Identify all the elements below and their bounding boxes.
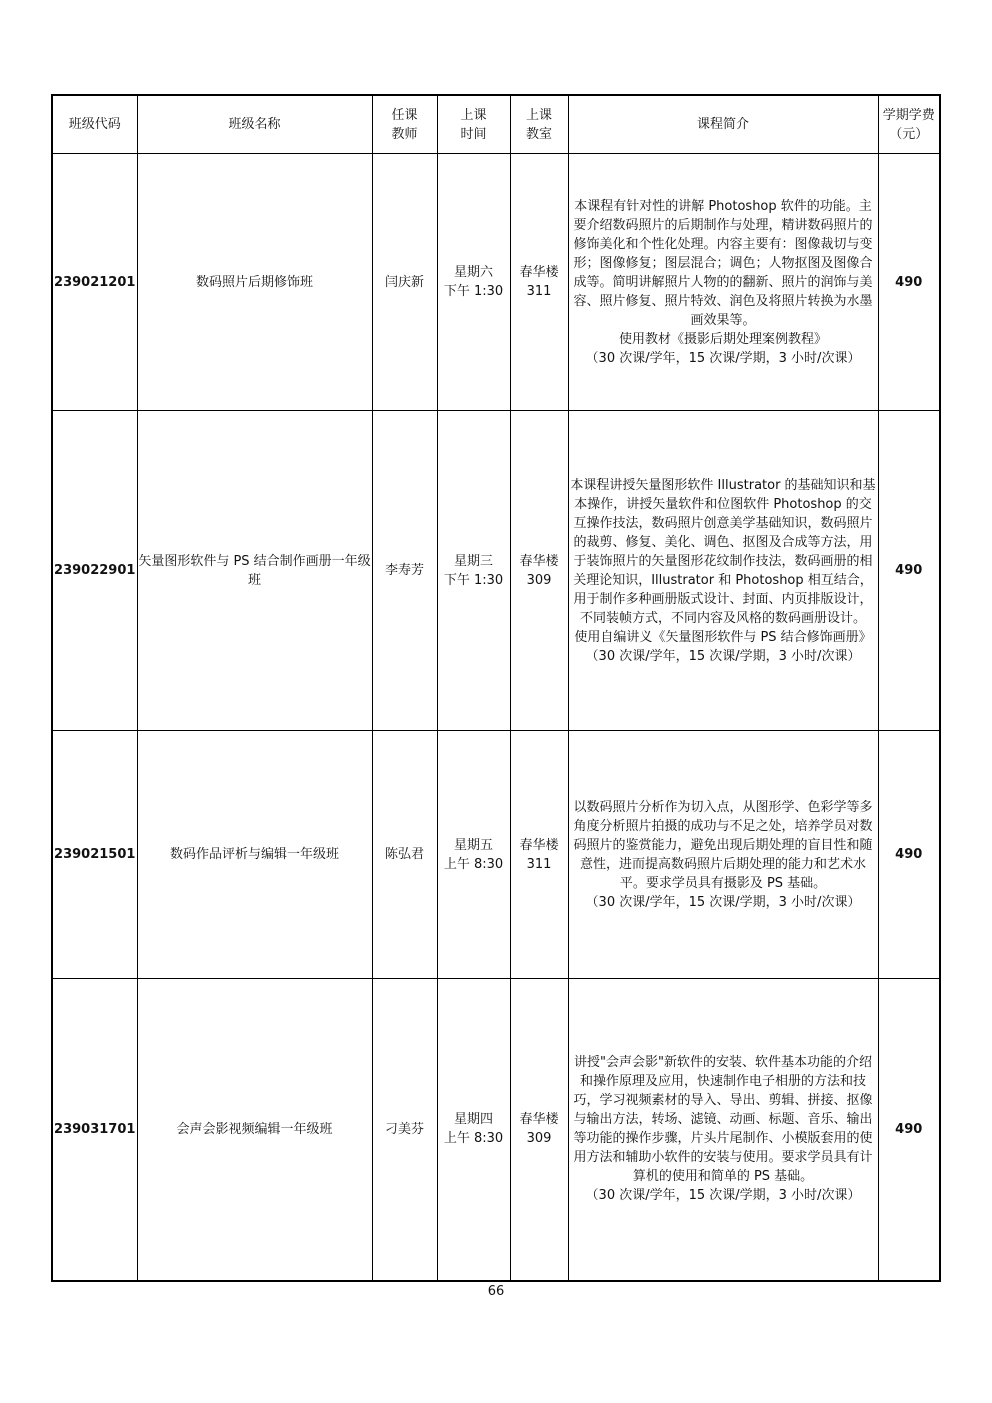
class-time: 星期五 上午 8:30	[437, 731, 510, 979]
class-name: 数码作品评析与编辑一年级班	[137, 731, 372, 979]
description-text: 讲授"会声会影"新软件的安装、软件基本功能的介绍和操作原理及应用，快速制作电子相册的方法和技巧，学习视频素材的导入、导出、剪辑、拼接、抠像与输出方法，转场、滤镜、动画、标题、音乐、输出等功能的操作步骤，片头片尾制作、小模版套用的使用方法和辅助小软件的安装与使用。要求学员具有计算机的使用和简单的 PS 基础。	[573, 1055, 873, 1185]
class-name: 会声会影视频编辑一年级班	[137, 979, 372, 1281]
course-description	[568, 731, 878, 979]
classroom: 春华楼 311	[510, 154, 568, 411]
session-info: （30 次课/学年，15 次课/学期，3 小时/次课）	[585, 648, 861, 664]
session-info: （30 次课/学年，15 次课/学期，3 小时/次课）	[585, 894, 861, 910]
course-description	[568, 154, 878, 411]
course-schedule-table	[51, 94, 941, 1282]
textbook-note: 使用教材《摄影后期处理案例教程》	[618, 331, 827, 347]
classroom: 春华楼 309	[510, 979, 568, 1281]
header-class-name: 班级名称	[137, 95, 372, 154]
description-text: 以数码照片分析作为切入点，从图形学、色彩学等多角度分析照片拍摄的成功与不足之处，培养学员对数码照片的鉴赏能力，避免出现后期处理的盲目性和随意性，进而提高数码照片后期处理的能力和艺术水平。要求学员具有摄影及 PS 基础。	[573, 799, 873, 891]
class-time: 星期六 下午 1:30	[437, 154, 510, 411]
classroom: 春华楼 311	[510, 731, 568, 979]
class-code: 239021501	[52, 731, 137, 979]
course-description	[568, 411, 878, 731]
class-code: 239031701	[52, 979, 137, 1281]
table-header-row	[52, 95, 940, 154]
classroom: 春华楼 309	[510, 411, 568, 731]
class-code: 239021201	[52, 154, 137, 411]
header-teacher: 任课 教师	[372, 95, 437, 154]
teacher-name: 李寿芳	[372, 411, 437, 731]
semester-fee: 490	[878, 154, 940, 411]
table-row	[52, 979, 940, 1281]
description-text: 本课程讲授矢量图形软件 Illustrator 的基础知识和基本操作，讲授矢量软件和位图软件 Photoshop 的交互操作技法，数码照片创意美学基础知识，数码照片的裁剪、修复、美化、调色、抠图及合成等方法，用于装饰照片的矢量图形花纹制作技法，数码画册的相关理论知识，Illustrator 和 Photoshop 相互结合，用于制作多种画册版式设计、封面、内页排版设计，不同装帧方式，不同内容及风格的数码画册设计。	[570, 477, 876, 626]
class-name: 数码照片后期修饰班	[137, 154, 372, 411]
page-number: 66	[487, 1284, 505, 1299]
table-row	[52, 154, 940, 411]
semester-fee: 490	[878, 979, 940, 1281]
class-time: 星期四 上午 8:30	[437, 979, 510, 1281]
class-time: 星期三 下午 1:30	[437, 411, 510, 731]
class-name: 矢量图形软件与 PS 结合制作画册一年级班	[137, 411, 372, 731]
session-info: （30 次课/学年，15 次课/学期，3 小时/次课）	[585, 350, 861, 366]
header-course-description: 课程简介	[568, 95, 878, 154]
semester-fee: 490	[878, 411, 940, 731]
header-classroom: 上课 教室	[510, 95, 568, 154]
course-description	[568, 979, 878, 1281]
teacher-name: 陈弘君	[372, 731, 437, 979]
class-code: 239022901	[52, 411, 137, 731]
header-class-time: 上课 时间	[437, 95, 510, 154]
teacher-name: 刁美芬	[372, 979, 437, 1281]
table-row	[52, 731, 940, 979]
table-row	[52, 411, 940, 731]
header-semester-fee: 学期学费 （元）	[878, 95, 940, 154]
textbook-note: 使用自编讲义《矢量图形软件与 PS 结合修饰画册》	[574, 629, 872, 645]
semester-fee: 490	[878, 731, 940, 979]
header-class-code: 班级代码	[52, 95, 137, 154]
session-info: （30 次课/学年，15 次课/学期，3 小时/次课）	[585, 1188, 861, 1204]
description-text: 本课程有针对性的讲解 Photoshop 软件的功能。主要介绍数码照片的后期制作与处理，精讲数码照片的修饰美化和个性化处理。内容主要有：图像裁切与变形；图像修复；图层混合；调色；人物抠图及图像合成等。简明讲解照片人物的的翻新、照片的润饰与美容、照片修复、照片特效、润色及将照片转换为水墨画效果等。	[573, 198, 873, 328]
teacher-name: 闫庆新	[372, 154, 437, 411]
